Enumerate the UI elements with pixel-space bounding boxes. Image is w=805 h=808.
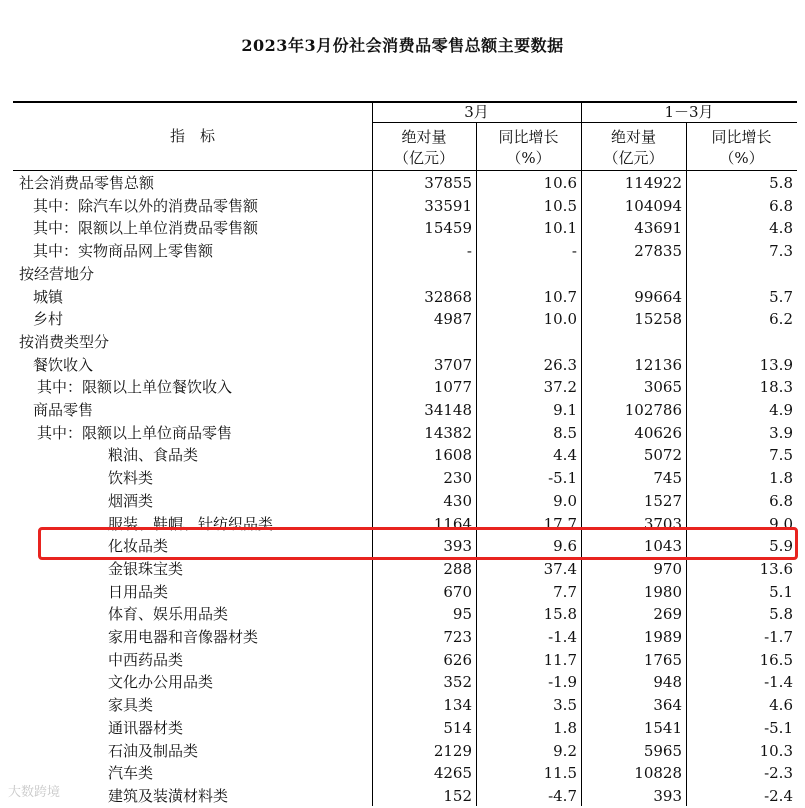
- cell-q1-value: 10828: [634, 764, 682, 783]
- cell-q1-yoy: 7.5: [769, 446, 793, 465]
- highlight-box: [38, 527, 798, 560]
- row-label: 化妆品类: [108, 537, 169, 556]
- table-row: [13, 444, 797, 467]
- cell-march-yoy: -5.1: [548, 469, 577, 488]
- table-row: [13, 490, 797, 513]
- cell-q1-yoy: 5.7: [769, 287, 793, 306]
- cell-q1-value: 1765: [643, 650, 682, 669]
- cell-march-value: 4987: [433, 310, 472, 329]
- cell-q1-yoy: 5.8: [769, 605, 793, 624]
- cell-march-value: 152: [443, 786, 472, 805]
- cell-march-yoy: 9.6: [553, 537, 577, 556]
- header-abs-value: 绝对量: [610, 128, 656, 146]
- row-label: 石油及制品类: [108, 741, 199, 760]
- row-label: 家用电器和音像器材类: [108, 628, 259, 646]
- cell-q1-value: 99664: [634, 287, 682, 306]
- watermark: 大数跨境: [8, 785, 61, 800]
- cell-q1-value: 1043: [643, 537, 682, 556]
- row-label: 其中：限额以上单位餐饮收入: [37, 378, 233, 397]
- cell-march-yoy: 9.2: [553, 741, 577, 760]
- cell-march-yoy: 37.2: [543, 378, 577, 397]
- cell-q1-yoy: 4.6: [769, 696, 793, 715]
- cell-q1-yoy: 5.1: [769, 582, 793, 601]
- cell-q1-value: 114922: [624, 174, 682, 192]
- cell-q1-yoy: 18.3: [759, 378, 793, 397]
- cell-march-yoy: 9.0: [553, 491, 577, 510]
- row-label: 中西药品类: [108, 650, 184, 669]
- cell-q1-yoy: -2.3: [764, 764, 793, 783]
- row-label: 文化办公用品类: [108, 673, 214, 692]
- cell-q1-value: 364: [653, 696, 682, 715]
- table-row: [13, 649, 797, 672]
- cell-march-yoy: 8.5: [553, 423, 577, 442]
- row-label: 其中：限额以上单位商品零售: [37, 423, 233, 442]
- cell-march-value: 37855: [424, 174, 472, 192]
- cell-march-value: 1077: [433, 378, 472, 397]
- header-indicator: 指 标: [169, 127, 215, 145]
- cell-q1-value: 43691: [634, 219, 682, 238]
- row-label: 按消费类型分: [19, 332, 110, 351]
- cell-march-yoy: 10.0: [543, 310, 577, 329]
- row-label: 其中：限额以上单位消费品零售额: [33, 219, 259, 238]
- table-row: [13, 308, 797, 331]
- cell-q1-yoy: 6.2: [769, 310, 793, 329]
- table-row: [13, 422, 797, 445]
- cell-q1-yoy: -5.1: [764, 718, 793, 737]
- table-row: [13, 263, 797, 286]
- cell-q1-yoy: 1.8: [769, 469, 793, 488]
- cell-q1-yoy: 7.3: [769, 242, 793, 261]
- cell-march-yoy: 9.1: [553, 401, 577, 419]
- cell-march-value: 1164: [433, 514, 472, 533]
- table-row: [13, 217, 797, 240]
- row-label: 饮料类: [108, 469, 154, 488]
- header-divider: [372, 122, 797, 123]
- cell-march-value: 352: [443, 673, 472, 692]
- cell-q1-value: 1989: [643, 628, 682, 646]
- table-row: [13, 172, 797, 195]
- table-row: [13, 240, 797, 263]
- cell-q1-yoy: 5.9: [769, 537, 793, 556]
- row-label: 按经营地分: [19, 264, 95, 283]
- row-label: 餐饮收入: [33, 355, 94, 374]
- table-row: [13, 376, 797, 399]
- cell-q1-yoy: 5.8: [769, 174, 793, 192]
- table-row: [13, 785, 797, 808]
- table-row: [13, 762, 797, 785]
- cell-q1-value: 393: [653, 786, 682, 805]
- cell-march-yoy: 4.4: [553, 446, 577, 465]
- cell-q1-yoy: 16.5: [759, 650, 793, 669]
- row-label: 其中：除汽车以外的消费品零售额: [33, 196, 259, 215]
- cell-q1-yoy: 6.8: [769, 491, 793, 510]
- header-group-q1: 1－3月: [664, 103, 714, 121]
- cell-q1-yoy: 10.3: [759, 741, 793, 760]
- cell-q1-yoy: 3.9: [769, 423, 793, 442]
- cell-march-yoy: 15.8: [543, 605, 577, 624]
- table-row: [13, 717, 797, 740]
- cell-q1-value: 104094: [624, 196, 682, 215]
- cell-q1-yoy: -2.4: [764, 786, 793, 805]
- cell-march-value: 95: [452, 605, 472, 624]
- cell-march-yoy: -1.4: [548, 628, 577, 646]
- cell-q1-value: 3065: [643, 378, 682, 397]
- table-row: [13, 626, 797, 649]
- cell-q1-value: 102786: [624, 401, 682, 419]
- header-abs-unit: （亿元）: [393, 149, 454, 167]
- row-label: 家具类: [108, 696, 154, 715]
- row-label: 金银珠宝类: [108, 559, 184, 578]
- table-row: [13, 671, 797, 694]
- cell-march-value: 134: [443, 696, 472, 715]
- cell-march-value: 430: [443, 491, 472, 510]
- row-label: 日用品类: [108, 582, 169, 601]
- cell-march-value: 514: [443, 718, 472, 737]
- cell-q1-yoy: 4.9: [769, 401, 793, 419]
- table-row: [13, 558, 797, 581]
- row-label: 乡村: [33, 310, 64, 329]
- cell-march-value: 32868: [424, 287, 472, 306]
- cell-march-yoy: 26.3: [543, 355, 577, 374]
- cell-march-value: 393: [443, 537, 472, 556]
- row-label: 社会消费品零售总额: [19, 174, 155, 192]
- cell-march-value: 670: [443, 582, 472, 601]
- cell-q1-value: 970: [653, 559, 682, 578]
- cell-march-value: 230: [443, 469, 472, 488]
- cell-q1-value: 1527: [643, 491, 682, 510]
- cell-march-value: 4265: [433, 764, 472, 783]
- cell-q1-yoy: 6.8: [769, 196, 793, 215]
- cell-q1-yoy: 13.9: [759, 355, 793, 374]
- cell-march-value: 626: [443, 650, 472, 669]
- cell-march-yoy: 10.1: [543, 219, 577, 238]
- page-title: 2023年3月份社会消费品零售总额主要数据: [241, 36, 564, 55]
- data-table: [13, 101, 797, 806]
- row-label: 建筑及装潢材料类: [108, 786, 229, 805]
- cell-march-yoy: 7.7: [553, 582, 577, 601]
- cell-q1-value: 269: [653, 605, 682, 624]
- row-label: 服装、鞋帽、针纺织品类: [108, 514, 274, 533]
- cell-march-value: 3707: [433, 355, 472, 374]
- cell-march-yoy: 11.7: [543, 650, 577, 669]
- cell-march-value: 288: [443, 559, 472, 578]
- cell-march-yoy: 10.6: [543, 174, 577, 192]
- header-group-march: 3月: [464, 103, 489, 121]
- table-row: [13, 286, 797, 309]
- row-label: 汽车类: [108, 764, 154, 783]
- row-label: 城镇: [33, 287, 64, 306]
- row-label: 通讯器材类: [108, 718, 184, 737]
- cell-march-value: 1608: [433, 446, 472, 465]
- table-row: [13, 399, 797, 422]
- cell-march-yoy: -1.9: [548, 673, 577, 692]
- cell-march-value: 34148: [424, 401, 472, 419]
- cell-march-yoy: 11.5: [543, 764, 577, 783]
- cell-march-value: 15459: [424, 219, 472, 238]
- table-row: [13, 195, 797, 218]
- cell-march-value: 14382: [424, 423, 472, 442]
- header-yoy-unit: （%）: [506, 149, 551, 167]
- cell-march-value: 2129: [433, 741, 472, 760]
- row-label: 体育、娱乐用品类: [108, 605, 229, 624]
- header-abs-unit: （亿元）: [603, 149, 664, 167]
- cell-march-yoy: 1.8: [553, 718, 577, 737]
- cell-q1-yoy: -1.4: [764, 673, 793, 692]
- header-abs-value: 绝对量: [401, 128, 447, 146]
- cell-march-value: 33591: [424, 196, 472, 215]
- cell-q1-value: 948: [653, 673, 682, 692]
- cell-q1-yoy: 9.0: [769, 514, 793, 533]
- cell-q1-value: 15258: [634, 310, 682, 329]
- cell-march-value: 723: [443, 628, 472, 646]
- table-row: [13, 694, 797, 717]
- cell-q1-value: 5072: [643, 446, 682, 465]
- cell-q1-value: 1541: [643, 718, 682, 737]
- cell-march-yoy: 10.5: [543, 196, 577, 215]
- table-row: [13, 467, 797, 490]
- table-row: [13, 354, 797, 377]
- cell-q1-value: 40626: [634, 423, 682, 442]
- cell-march-yoy: 10.7: [543, 287, 577, 306]
- cell-q1-value: 745: [653, 469, 682, 488]
- row-label: 粮油、食品类: [108, 446, 199, 465]
- table-row: [13, 581, 797, 604]
- cell-q1-yoy: 13.6: [759, 559, 793, 578]
- cell-q1-value: 1980: [643, 582, 682, 601]
- header-yoy: 同比增长: [711, 128, 772, 146]
- table-row: [13, 331, 797, 354]
- cell-q1-yoy: -1.7: [764, 628, 793, 646]
- cell-march-value: -: [466, 242, 472, 261]
- cell-q1-yoy: 4.8: [769, 219, 793, 238]
- cell-march-yoy: -4.7: [548, 786, 577, 805]
- row-label: 商品零售: [33, 401, 94, 419]
- cell-march-yoy: 37.4: [543, 559, 577, 578]
- row-label: 其中：实物商品网上零售额: [33, 242, 214, 261]
- cell-q1-value: 27835: [634, 242, 682, 261]
- cell-q1-value: 12136: [634, 355, 682, 374]
- cell-q1-value: 3703: [643, 514, 682, 533]
- table-row: [13, 740, 797, 763]
- cell-q1-value: 5965: [643, 741, 682, 760]
- header-bottom-rule: [13, 170, 797, 171]
- header-yoy-unit: （%）: [719, 149, 764, 167]
- cell-march-yoy: 17.7: [543, 514, 577, 533]
- row-label: 烟酒类: [108, 491, 154, 510]
- cell-march-yoy: -: [571, 242, 577, 261]
- cell-march-yoy: 3.5: [553, 696, 577, 715]
- header-yoy: 同比增长: [498, 128, 559, 146]
- table-row: [13, 603, 797, 626]
